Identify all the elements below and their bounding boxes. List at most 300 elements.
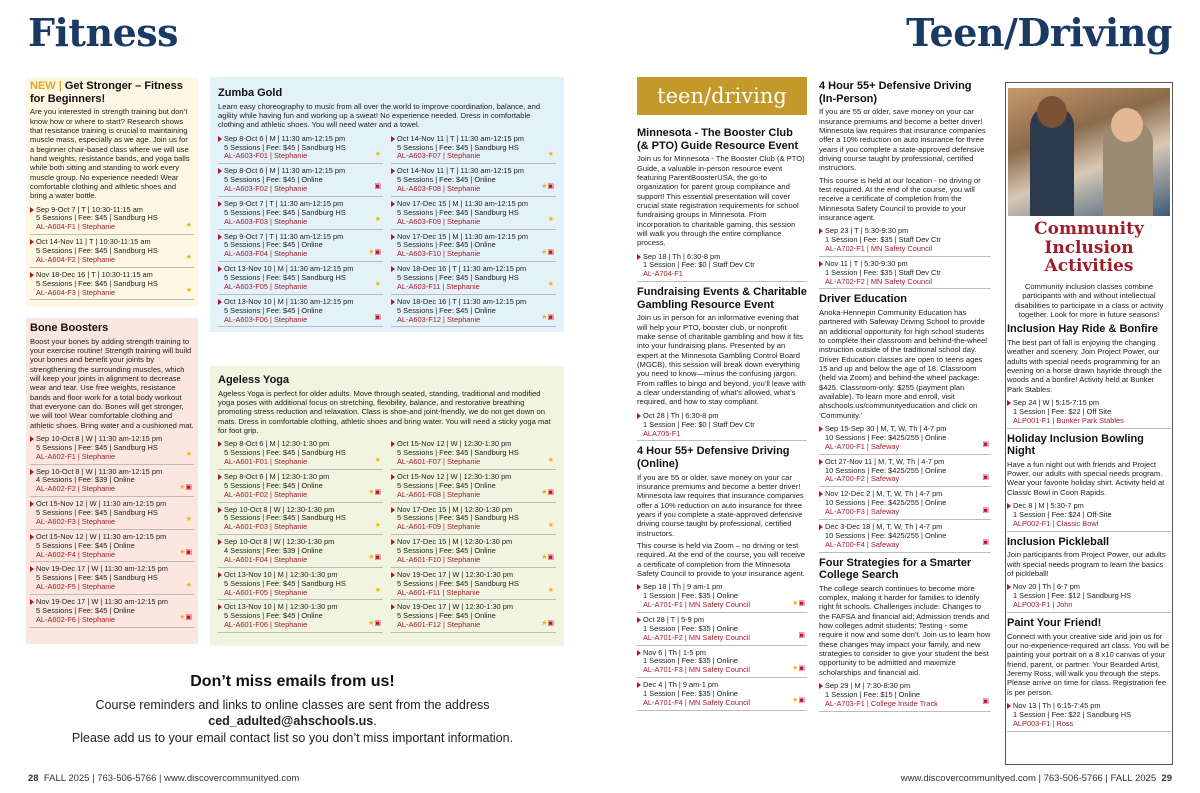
session-list	[637, 251, 807, 283]
session-entry	[30, 269, 194, 301]
session-date: Oct 15-Nov 12 | W | 12:30-1:30 pm	[397, 439, 512, 449]
session-entry	[391, 198, 556, 230]
star-icon: ★	[374, 587, 381, 595]
session-date: Oct 14-Nov 11 | T | 11:30 am-12:15 pm	[397, 133, 524, 143]
session-entry	[1007, 500, 1171, 532]
session-entry	[218, 536, 383, 568]
session-entry	[819, 423, 991, 455]
session-entry	[30, 563, 194, 595]
session-details: 1 Session | Fee: $22 | Off Site	[1013, 406, 1112, 416]
session-entry	[1007, 397, 1171, 429]
session-details: 5 Sessions | Fee: $45 | Online	[397, 480, 496, 490]
star-icon: ★	[547, 150, 554, 158]
course-title: Holiday Inclusion Bowling Night	[1007, 432, 1144, 458]
session-date: Dec 4 | Th | 9 am-1 pm	[643, 680, 719, 690]
session-entry	[218, 263, 383, 295]
session-details: 5 Sessions | Fee: $45 | Online	[397, 305, 496, 315]
footer-text: www.discovercommunityed.com | 763-506-5766 | FALL 2025	[900, 773, 1157, 785]
course-title: Zumba Gold	[218, 87, 283, 99]
session-code: AL-A602-F4 | Stephanie	[36, 549, 116, 559]
session-details: 5 Sessions | Fee: $45 | Online	[224, 611, 323, 621]
course-description: If you are 55 or older, save money on your car insurance premiums and become a better driver! Minnesota law requires that insurance companies offer a 10% reduction on auto insurance for three years if you complete a state-approved defensive driving course taught by professional, certified instructors.	[637, 472, 804, 538]
session-entry	[391, 536, 556, 568]
session-entry	[637, 614, 807, 646]
star-icon: ★	[185, 516, 192, 524]
session-entry	[637, 410, 807, 442]
session-date: Sep 10-Oct 8 | W | 12:30-1:30 pm	[224, 537, 335, 547]
community-photo	[1008, 88, 1170, 216]
session-entry	[30, 498, 194, 530]
session-list	[218, 438, 383, 634]
session-details: 10 Sessions | Fee: $425/255 | Online	[825, 465, 947, 475]
email-notice	[30, 672, 555, 747]
computer-icon: ▣	[982, 506, 989, 514]
session-list	[391, 438, 556, 634]
session-entry	[637, 581, 807, 613]
session-entry	[218, 601, 383, 633]
session-details: 5 Sessions | Fee: $45 | Online	[397, 240, 496, 250]
session-details: 5 Sessions | Fee: $45 | Online	[224, 240, 323, 250]
email-address[interactable]: ced_adulted@ahschools.us	[208, 714, 374, 729]
session-entry	[30, 433, 194, 465]
session-code: AL-A702-F1 | MN Safety Council	[825, 243, 933, 253]
session-list	[819, 423, 991, 553]
course-description: Connect with your creative side and join us for our no-experience-required art class. You will be painting your portrait on a 8 x10 canvas of your friend, parent, or partner. Your Bearded Artist, Jeremy Ross, will walk you through the steps. Please arrive on time for class. Registration fee is per person.	[1007, 631, 1170, 697]
session-date: Sep 24 | W | 5:15-7:15 pm	[1013, 397, 1100, 407]
session-list	[819, 680, 991, 712]
session-date: Nov 17-Dec 15 | M | 12:30-1:30 pm	[397, 504, 513, 514]
session-date: Nov 18-Dec 16 | T | 10:30-11:15 am	[36, 269, 153, 279]
session-entry	[218, 198, 383, 230]
session-date: Nov 19-Dec 17 | W | 11:30 am-12:15 pm	[36, 597, 168, 607]
session-entry	[218, 165, 383, 197]
session-entry	[391, 438, 556, 470]
community-inclusion-title: Community Inclusion Activities	[1034, 219, 1144, 277]
session-details: 5 Sessions | Fee: $45 | Online	[397, 611, 496, 621]
session-code: AL-A601-F08 | Stephanie	[397, 489, 481, 499]
computer-icon: ▣	[798, 632, 805, 640]
star-computer-icon: ★▣	[179, 614, 192, 622]
session-details: 5 Sessions | Fee: $45 | Sandburg HS	[397, 513, 519, 523]
session-details: 5 Sessions | Fee: $45 | Sandburg HS	[397, 273, 519, 282]
star-computer-icon: ★▣	[792, 664, 805, 672]
course-description: Are you interested in strength training but don’t know how or where to start? Research shows that resistance training is crucial to maintaining muscle mass, especially as we age. Join us for a beginner chair-based class where we will use hand weights, resistance bands, and yoga balls while both sitting and standing to work every muscle group. No experience needed! Wear comfortable clothing and athletic shoes and bring a water bottle.	[30, 107, 190, 201]
star-computer-icon: ★▣	[541, 313, 554, 321]
new-badge: NEW |	[30, 80, 65, 92]
star-icon: ★	[185, 254, 192, 262]
email-notice-title: Don’t miss emails from us!	[190, 673, 395, 690]
star-icon: ★	[547, 587, 554, 595]
star-computer-icon: ★▣	[541, 489, 554, 497]
session-date: Oct 27-Nov 11 | M, T, W, Th | 4-7 pm	[825, 456, 945, 466]
session-date: Oct 14-Nov 11 | T | 10:30-11:15 am	[36, 237, 151, 247]
session-details: 1 Session | Fee: $35 | Online	[643, 656, 739, 666]
email-period: .	[373, 714, 377, 729]
session-details: 5 Sessions | Fee: $45 | Sandburg HS	[224, 207, 346, 217]
session-code: AL-A603-F07 | Stephanie	[397, 151, 481, 161]
session-code: ALP002-F1 | Classic Bowl	[1013, 518, 1099, 528]
session-code: AL-A601-F09 | Stephanie	[397, 522, 481, 532]
session-code: AL-A601-F07 | Stephanie	[397, 457, 481, 467]
course-title: 4 Hour 55+ Defensive Driving (Online)	[637, 445, 790, 471]
session-details: 5 Sessions | Fee: $45 | Sandburg HS	[397, 142, 519, 152]
session-code: AL-A604-F2 | Stephanie	[36, 254, 116, 264]
session-details: 10 Sessions | Fee: $425/255 | Online	[825, 432, 947, 442]
session-details: 5 Sessions | Fee: $45 | Sandburg HS	[36, 508, 158, 518]
course-description: The best part of fall is enjoying the changing weather and scenery. Join Project Power, our adults with special needs programming for an evening on a horse drawn hayride through the woods and a bonfire! Activity held at Bunker Park Stables.	[1007, 337, 1162, 394]
session-entry	[30, 204, 194, 236]
person-head	[1037, 96, 1067, 128]
session-list	[391, 133, 556, 329]
session-entry	[637, 679, 807, 711]
session-code: AL-A601-F12 | Stephanie	[397, 620, 481, 630]
session-details: 1 Session | Fee: $35 | Online	[643, 623, 739, 633]
session-date: Sep 23 | T | 5:30-9:30 pm	[825, 226, 909, 236]
course-description: Join us in person for an informative evening that will help your PTO, booster club, or nonprofit make sense of charitable gambling and how it fits into your fundraising plans. Presented by an expert at the Minnesota Gambling Control Board (MGCB), this session will break down everything you need to know—minus the confusing jargon. From raffles to bingo and beyond, you’ll leave with a clear understanding of what’s allowed, what’s required, and how to stay compliant.	[637, 313, 806, 407]
session-code: AL-A604-F3 | Stephanie	[36, 287, 116, 297]
session-date: Sep 8-Oct 6 | M | 12:30-1:30 pm	[224, 439, 330, 449]
star-icon: ★	[374, 281, 381, 289]
session-date: Sep 9-Oct 7 | T | 11:30 am-12:15 pm	[224, 231, 344, 241]
teen-driving-banner: teen/driving	[637, 77, 807, 115]
ageless-yoga-box	[210, 366, 564, 646]
star-computer-icon: ★▣	[179, 483, 192, 491]
course-title: Inclusion Pickleball	[1007, 535, 1110, 548]
session-code: AL-A701-F2 | MN Safety Council	[643, 632, 751, 642]
star-computer-icon: ★▣	[541, 183, 554, 191]
session-date: Nov 12-Dec 2 | M, T, W, Th | 4-7 pm	[825, 489, 943, 499]
email-notice-line: Course reminders and links to online classes are sent from the address	[95, 697, 490, 712]
session-date: Oct 13-Nov 10 | M | 12:30-1:30 pm	[224, 569, 338, 579]
session-entry	[30, 596, 194, 628]
get-stronger-box	[26, 77, 198, 307]
teen-col-2	[819, 80, 991, 765]
star-icon: ★	[374, 150, 381, 158]
session-date: Oct 28 | Th | 6:30-8 pm	[643, 410, 719, 420]
star-icon: ★	[185, 287, 192, 295]
community-intro: Community inclusion classes combine participants with and without intellectual disabilities to participate in a class or activity together. Look for more in future seasons!	[1014, 282, 1164, 319]
session-date: Nov 19-Dec 17 | W | 11:30 am-12:15 pm	[36, 564, 168, 574]
zumba-gold-box	[210, 77, 564, 332]
star-icon: ★	[547, 456, 554, 464]
session-date: Sep 29 | M | 7:30-8:30 pm	[825, 681, 911, 691]
course-title: Minnesota - The Booster Club (& PTO) Guide Resource Event	[637, 127, 799, 152]
course-description: Learn easy choreography to music from all over the world to improve coordination, balance, and agility while having fun and working up a sweat! No experience needed. Dress in comfortable clothing and athletic shoes. You will need water and a towel.	[218, 101, 541, 130]
person-head	[1111, 108, 1143, 142]
course-description: Have a fun night out with friends and Project Power, our adults with special needs program. Wear your favorite holiday shirt. Activity held at Classic Bowl in Coon Rapids.	[1007, 459, 1165, 497]
session-date: Sep 9-Oct 7 | T | 10:30-11:15 am	[36, 204, 143, 214]
session-code: ALA705-F1	[643, 428, 681, 438]
session-code: AL-A602-F6 | Stephanie	[36, 614, 116, 624]
session-details: 1 Session | Fee: $22 | Sandburg HS	[1013, 709, 1132, 719]
session-list	[1007, 397, 1171, 429]
session-list	[30, 204, 194, 301]
computer-icon: ▣	[374, 183, 381, 191]
session-code: AL-A602-F3 | Stephanie	[36, 516, 116, 526]
session-details: 5 Sessions | Fee: $45 | Online	[224, 480, 323, 490]
session-date: Oct 13-Nov 10 | M | 11:30 am-12:15 pm	[224, 264, 354, 274]
teen-col-1	[637, 127, 807, 764]
session-code: AL-A601-F10 | Stephanie	[397, 554, 481, 564]
star-computer-icon: ★▣	[541, 619, 554, 627]
page-title-teen-driving: Teen/Driving	[906, 10, 1172, 55]
session-details: 5 Sessions | Fee: $45 | Sandburg HS	[36, 442, 158, 452]
session-date: Nov 17-Dec 15 | M | 11:30 am-12:15 pm	[397, 198, 529, 208]
star-computer-icon: ★▣	[541, 554, 554, 562]
session-details: 5 Sessions | Fee: $45 | Sandburg HS	[397, 207, 519, 217]
session-details: 5 Sessions | Fee: $45 | Sandburg HS	[36, 278, 158, 288]
session-entry	[391, 569, 556, 601]
session-date: Nov 19-Dec 17 | W | 12:30-1:30 pm	[397, 602, 513, 612]
session-details: 1 Session | Fee: $35 | Online	[643, 689, 739, 699]
star-computer-icon: ★▣	[368, 248, 381, 256]
session-date: Sep 18 | Th | 6:30-8 pm	[643, 251, 721, 261]
session-entry	[637, 647, 807, 679]
session-code: AL-A700-F1 | Safeway	[825, 441, 900, 451]
star-icon: ★	[374, 456, 381, 464]
session-entry	[819, 521, 991, 553]
session-code: AL-A604-F1 | Stephanie	[36, 222, 116, 232]
session-entry	[637, 251, 807, 283]
course-title: 4 Hour 55+ Defensive Driving (In-Person)	[819, 80, 972, 105]
session-code: AL-A603-F02 | Stephanie	[224, 184, 308, 193]
course-description: Ageless Yoga is perfect for older adults. Move through seated, standing, traditional and modified yoga poses with additional focus on stretching, flexibility, balance, and restorative breathing promoting stress reduction and relaxation. Class is shoe-and joint-friendly, we do not get down on mats. Dress in comfortable clothing, athletic shoes and bring water. You will need a sticky yoga mat for foot grip.	[218, 388, 551, 435]
computer-icon: ▣	[374, 313, 381, 321]
session-date: Sep 8-Oct 6 | M | 12:30-1:30 pm	[224, 471, 330, 481]
session-code: AL-A603-F03 | Stephanie	[224, 216, 308, 226]
session-date: Oct 14-Nov 11 | T | 11:30 am-12:15 pm	[397, 166, 524, 176]
page-title-fitness: Fitness	[28, 10, 179, 55]
session-date: Sep 18 | Th | 9 am-1 pm	[643, 582, 723, 592]
session-code: AL-A601-F11 | Stephanie	[397, 587, 480, 597]
session-date: Nov 19-Dec 17 | W | 12:30-1:30 pm	[397, 569, 513, 579]
session-date: Oct 15-Nov 12 | W | 12:30-1:30 pm	[397, 471, 512, 481]
session-date: Sep 9-Oct 7 | T | 11:30 am-12:15 pm	[224, 198, 344, 208]
star-computer-icon: ★▣	[368, 554, 381, 562]
session-code: AL-A601-F06 | Stephanie	[224, 620, 308, 630]
course-title: Fundraising Events & Charitable Gambling Resource Event	[637, 286, 807, 311]
session-date: Nov 13 | Th | 6:15-7:45 pm	[1013, 700, 1101, 710]
course-title: Paint Your Friend!	[1007, 617, 1102, 630]
session-entry	[218, 471, 383, 503]
course-title: Bone Boosters	[30, 322, 109, 334]
session-list	[218, 133, 383, 329]
star-computer-icon: ★▣	[792, 599, 805, 607]
session-entry	[218, 296, 383, 328]
session-details: 5 Sessions | Fee: $45 | Online	[36, 605, 135, 615]
session-date: Nov 18-Dec 16 | T | 11:30 am-12:15 pm	[397, 264, 527, 274]
session-code: AL-A603-F01 | Stephanie	[224, 151, 308, 161]
session-code: AL-A603-F12 | Stephanie	[397, 314, 481, 324]
session-details: 1 Session | Fee: $35 | Staff Dev Ctr	[825, 267, 941, 277]
session-details: 5 Sessions | Fee: $45 | Sandburg HS	[36, 213, 158, 223]
session-date: Nov 18-Dec 16 | T | 11:30 am-12:15 pm	[397, 296, 527, 306]
session-details: 5 Sessions | Fee: $45 | Sandburg HS	[224, 448, 346, 458]
session-code: AL-A702-F2 | MN Safety Council	[825, 276, 933, 286]
course-description: Join participants from Project Power, our adults with special needs program to learn the basics of pickleball!	[1007, 550, 1166, 579]
session-date: Sep 8-Oct 6 | M | 11:30 am-12:15 pm	[224, 133, 346, 143]
session-entry	[30, 236, 194, 268]
session-code: AL-A603-F06 | Stephanie	[224, 314, 308, 324]
session-details: 5 Sessions | Fee: $45 | Online	[36, 540, 135, 550]
session-details: 10 Sessions | Fee: $425/255 | Online	[825, 498, 947, 508]
session-details: 1 Session | Fee: $0 | Staff Dev Ctr	[643, 419, 755, 429]
session-date: Sep 10-Oct 8 | W | 12:30-1:30 pm	[224, 504, 335, 514]
session-code: AL-A700-F4 | Safeway	[825, 539, 900, 549]
session-list	[30, 433, 194, 628]
star-icon: ★	[374, 521, 381, 529]
session-entry	[218, 438, 383, 470]
email-notice-line: Please add us to your email contact list so you don’t miss important information.	[71, 731, 514, 746]
session-entry	[218, 133, 383, 165]
course-title: Four Strategies for a Smarter College Search	[819, 556, 972, 582]
session-entry	[819, 258, 991, 290]
session-entry	[819, 225, 991, 257]
session-date: Nov 20 | Th | 6-7 pm	[1013, 582, 1080, 592]
session-details: 5 Sessions | Fee: $45 | Sandburg HS	[397, 448, 519, 458]
session-date: Nov 17-Dec 15 | M | 12:30-1:30 pm	[397, 537, 513, 547]
session-details: 5 Sessions | Fee: $45 | Online	[397, 546, 496, 556]
star-computer-icon: ★▣	[368, 619, 381, 627]
course-title: Driver Education	[819, 293, 908, 306]
course-description: This course is held at our location - no driving or test required. At the end of the course, you will receive a certificate of completion from the Minnesota Safety Council to provide to your insurance agent.	[819, 175, 981, 222]
session-details: 5 Sessions | Fee: $45 | Online	[224, 305, 323, 315]
session-date: Dec 3-Dec 18 | M, T, W, Th | 4-7 pm	[825, 521, 943, 531]
star-icon: ★	[374, 216, 381, 224]
session-code: ALP003-F1 | Ross	[1013, 718, 1074, 728]
session-entry	[391, 471, 556, 503]
star-computer-icon: ★▣	[368, 489, 381, 497]
session-code: AL-A603-F10 | Stephanie	[397, 249, 481, 259]
session-code: AL-A603-F08 | Stephanie	[397, 184, 481, 193]
session-code: AL-A602-F5 | Stephanie	[36, 582, 116, 592]
star-icon: ★	[185, 221, 192, 229]
session-code: AL-A603-F04 | Stephanie	[224, 249, 308, 259]
session-code: AL-A704-F1	[643, 269, 683, 279]
session-entry	[391, 133, 556, 165]
session-list	[637, 581, 807, 711]
session-date: Oct 13-Nov 10 | M | 12:30-1:30 pm	[224, 602, 338, 612]
session-entry	[218, 569, 383, 601]
session-entry	[218, 231, 383, 263]
star-icon: ★	[185, 581, 192, 589]
session-details: 5 Sessions | Fee: $45 | Sandburg HS	[224, 513, 346, 523]
session-entry	[30, 466, 194, 498]
session-code: AL-A603-F11 | Stephanie	[397, 281, 480, 291]
course-title	[30, 80, 194, 105]
session-details: 5 Sessions | Fee: $45 | Sandburg HS	[224, 273, 346, 282]
session-details: 5 Sessions | Fee: $45 | Sandburg HS	[36, 246, 158, 256]
course-description: Boost your bones by adding strength training to your exercise routine! Strength training will build your bones and benefit your joints by strengthening the surrounding muscles, which will keep your joints in alignment to decrease wear and tear. Use free weights, resistance bands and floor work for a total body workout that everyone can do. Bones will get stronger, we will too! Wear comfortable clothing and athletic shoes. Bring water and a cushioned mat.	[30, 336, 194, 430]
computer-icon: ▣	[982, 473, 989, 481]
session-details: 1 Session | Fee: $35 | Online	[643, 591, 739, 601]
footer-text: FALL 2025 | 763-506-5766 | www.discovercommunityed.com	[43, 773, 300, 785]
session-details: 10 Sessions | Fee: $425/255 | Online	[825, 530, 947, 540]
session-code: AL-A602-F1 | Stephanie	[36, 451, 116, 461]
session-entry	[30, 531, 194, 563]
star-icon: ★	[547, 281, 554, 289]
session-code: AL-A601-F03 | Stephanie	[224, 522, 308, 532]
session-details: 5 Sessions | Fee: $45 | Online	[224, 175, 323, 185]
course-description: Anoka-Hennepin Community Education has partnered with Safeway Driving School to provide an additional opportunity for high school students to complete their classroom and behind-the-wheel instruction outside of the traditional school day. Driver Education classes are open to teens ages 15 and up and below the age of 18. Classroom (held via Zoom) and behind-the wheel package: $425. Classroom-only: $255 (payment plan available). To learn more and enroll, visit ahschools.us/communityeducation and click on ‘Community.’	[819, 308, 987, 420]
session-code: AL-A602-F2 | Stephanie	[36, 484, 116, 494]
star-icon: ★	[547, 521, 554, 529]
session-date: Nov 17-Dec 15 | M | 11:30 am-12:15 pm	[397, 231, 529, 241]
session-entry	[218, 504, 383, 536]
course-description: If you are 55 or older, save money on your car insurance premiums and become a better driver! Minnesota law requires that insurance companies offer a 10% reduction on auto insurance for three years if you complete a state-approved defensive driving course taught by professional, certified instructors.	[819, 107, 986, 173]
footer-right	[901, 773, 1172, 785]
session-code: AL-A701-F3 | MN Safety Council	[643, 665, 751, 675]
session-entry	[819, 680, 991, 712]
session-code: AL-A701-F4 | MN Safety Council	[643, 697, 751, 707]
course-title-text: Get Stronger – Fitness for Beginners!	[30, 80, 183, 105]
computer-icon: ▣	[982, 539, 989, 547]
session-code: AL-A601-F01 | Stephanie	[224, 457, 308, 467]
session-code: AL-A601-F02 | Stephanie	[224, 489, 308, 499]
session-details: 1 Session | Fee: $0 | Staff Dev Ctr	[643, 260, 755, 270]
computer-icon: ▣	[982, 441, 989, 449]
community-col	[1007, 282, 1171, 762]
bone-boosters-box	[26, 318, 198, 644]
star-icon: ★	[185, 451, 192, 459]
star-computer-icon: ★▣	[541, 248, 554, 256]
session-code: ALP001-F1 | Bunker Park Stables	[1013, 415, 1124, 425]
computer-icon: ▣	[982, 698, 989, 706]
session-date: Oct 15-Nov 12 | W | 11:30 am-12:15 pm	[36, 531, 167, 541]
session-date: Sep 10-Oct 8 | W | 11:30 am-12:15 pm	[36, 433, 163, 443]
session-code: AL-A700-F2 | Safeway	[825, 474, 900, 484]
session-date: Sep 8-Oct 6 | M | 11:30 am-12:15 pm	[224, 166, 346, 176]
session-details: 5 Sessions | Fee: $45 | Sandburg HS	[36, 573, 158, 583]
page-number: 29	[1161, 773, 1172, 785]
session-code: AL-A700-F3 | Safeway	[825, 507, 900, 517]
session-code: ALP003-F1 | John	[1013, 600, 1073, 610]
session-entry	[1007, 581, 1171, 613]
page-number: 28	[28, 773, 39, 785]
session-code: AL-A603-F05 | Stephanie	[224, 281, 308, 291]
session-date: Oct 13-Nov 10 | M | 11:30 am-12:15 pm	[224, 296, 354, 306]
session-code: AL-A603-F09 | Stephanie	[397, 216, 481, 226]
session-code: AL-A701-F1 | MN Safety Council	[643, 600, 751, 610]
session-details: 1 Session | Fee: $35 | Staff Dev Ctr	[825, 235, 941, 245]
session-entry	[819, 488, 991, 520]
session-list	[1007, 700, 1171, 732]
session-code: AL-A601-F04 | Stephanie	[224, 554, 308, 564]
session-details: 5 Sessions | Fee: $45 | Online	[397, 175, 496, 185]
session-code: AL-A601-F05 | Stephanie	[224, 587, 308, 597]
session-details: 4 Sessions | Fee: $39 | Online	[224, 546, 323, 556]
footer-left	[28, 773, 299, 785]
session-date: Oct 28 | T | 5-9 pm	[643, 614, 705, 624]
session-date: Oct 15-Nov 12 | W | 11:30 am-12:15 pm	[36, 499, 167, 509]
course-description: This course is held via Zoom – no driving or test required. At the end of the course, you will receive a certificate of completion from the Minnesota Safety Council to provide to your insurance agent.	[637, 540, 806, 578]
session-details: 5 Sessions | Fee: $45 | Sandburg HS	[224, 142, 346, 152]
star-computer-icon: ★▣	[179, 549, 192, 557]
session-details: 4 Sessions | Fee: $39 | Online	[36, 475, 135, 485]
session-list	[1007, 581, 1171, 613]
session-entry	[819, 456, 991, 488]
course-title: Inclusion Hay Ride & Bonfire	[1007, 323, 1158, 336]
star-computer-icon: ★▣	[792, 697, 805, 705]
session-entry	[391, 165, 556, 197]
session-entry	[1007, 700, 1171, 732]
session-code: AL-A703-F1 | College Inside Track	[825, 698, 938, 708]
session-date: Sep 10-Oct 8 | W | 11:30 am-12:15 pm	[36, 466, 163, 476]
session-details: 5 Sessions | Fee: $45 | Sandburg HS	[224, 578, 346, 588]
session-entry	[391, 231, 556, 263]
session-list	[819, 225, 991, 289]
session-date: Dec 8 | M | 5:30-7 pm	[1013, 501, 1084, 511]
